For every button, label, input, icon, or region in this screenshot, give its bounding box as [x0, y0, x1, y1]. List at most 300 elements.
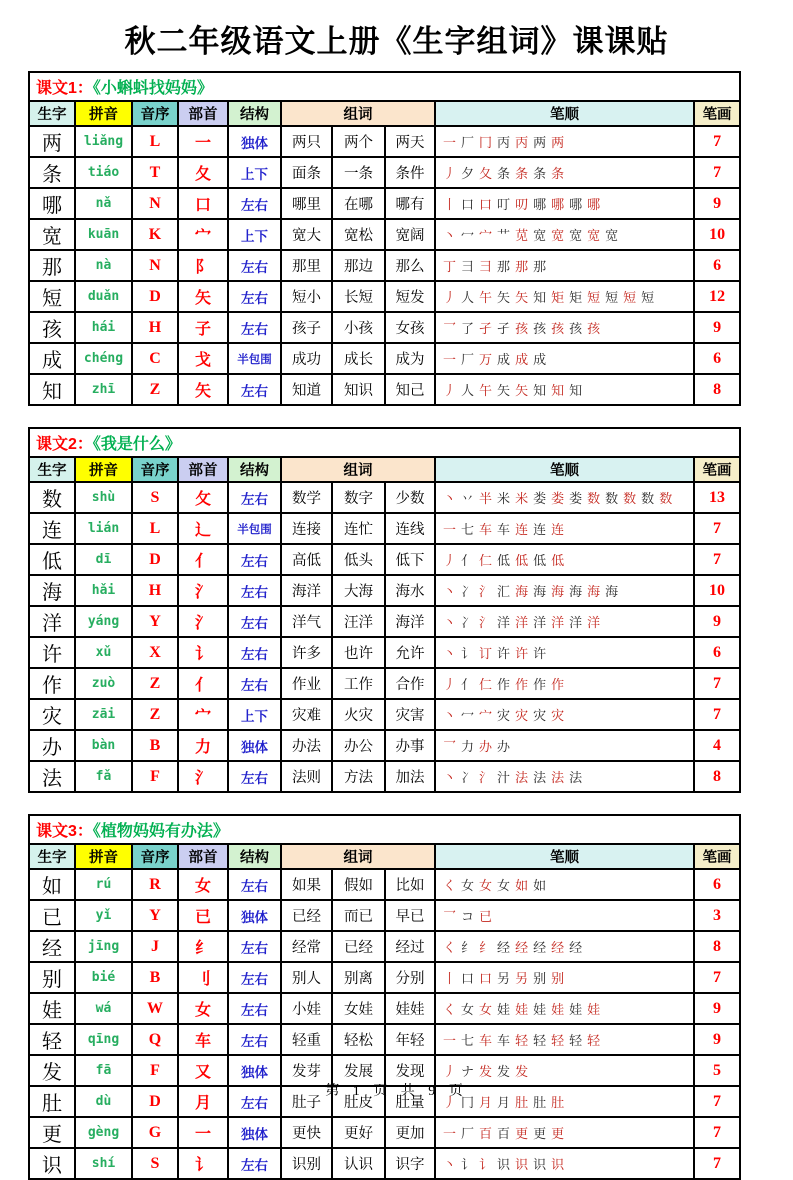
stroke-order-cell: 丶冖宀灾灾灾灾 [435, 699, 694, 730]
character-cell: 作 [29, 668, 75, 699]
stroke-order-cell: く女女娃娃娃娃娃娃 [435, 993, 694, 1024]
structure-cell: 上下 [228, 699, 281, 730]
initial-cell: C [132, 343, 178, 374]
stroke-count-cell: 9 [694, 1024, 740, 1055]
radical-cell: 月 [178, 1086, 228, 1117]
word-cell-2: 别离 [332, 962, 385, 993]
stroke-order-cell: 丿亻仁作作作作 [435, 668, 694, 699]
character-cell: 经 [29, 931, 75, 962]
word-cell-2: 成长 [332, 343, 385, 374]
stroke-count-cell: 12 [694, 281, 740, 312]
word-cell-2: 宽松 [332, 219, 385, 250]
pinyin-cell: chéng [75, 343, 132, 374]
book-title: 《植物妈妈有办法》 [92, 823, 229, 840]
word-cell-2: 工作 [332, 668, 385, 699]
character-cell: 如 [29, 869, 75, 900]
stroke-order-cell: 一厂万成成成 [435, 343, 694, 374]
stroke-order-cell: 丁彐彐那那那 [435, 250, 694, 281]
character-cell: 娃 [29, 993, 75, 1024]
radical-cell: 刂 [178, 962, 228, 993]
initial-cell: Z [132, 374, 178, 405]
character-cell: 两 [29, 126, 75, 157]
radical-cell: 矢 [178, 374, 228, 405]
word-cell-2: 两个 [332, 126, 385, 157]
stroke-count-cell: 13 [694, 482, 740, 513]
word-cell-1: 识别 [281, 1148, 332, 1179]
lesson-title [29, 72, 740, 101]
character-cell: 轻 [29, 1024, 75, 1055]
structure-cell: 左右 [228, 993, 281, 1024]
word-cell-2: 而已 [332, 900, 385, 931]
stroke-order-cell: 丿人午矢矢知知知 [435, 374, 694, 405]
initial-cell: D [132, 281, 178, 312]
word-cell-1: 数学 [281, 482, 332, 513]
stroke-order-cell: 一七车车轻轻轻轻轻 [435, 1024, 694, 1055]
pinyin-cell: rú [75, 869, 132, 900]
stroke-order-cell: 丶讠讠识识识识 [435, 1148, 694, 1179]
structure-cell: 独体 [228, 730, 281, 761]
structure-cell: 左右 [228, 668, 281, 699]
word-cell-1: 高低 [281, 544, 332, 575]
initial-cell: H [132, 575, 178, 606]
col-header-char: 生字 [29, 457, 75, 482]
radical-cell: 戈 [178, 343, 228, 374]
initial-cell: D [132, 1086, 178, 1117]
structure-cell: 左右 [228, 1148, 281, 1179]
radical-cell: 车 [178, 1024, 228, 1055]
col-header-radical: 部首 [178, 844, 228, 869]
structure-cell: 左右 [228, 544, 281, 575]
pinyin-cell: nà [75, 250, 132, 281]
word-cell-3: 早已 [385, 900, 435, 931]
word-cell-3: 加法 [385, 761, 435, 792]
radical-cell: 女 [178, 869, 228, 900]
word-cell-1: 发芽 [281, 1055, 332, 1086]
word-cell-3: 宽阔 [385, 219, 435, 250]
lesson-table-2 [28, 427, 741, 793]
word-cell-1: 孩子 [281, 312, 332, 343]
col-header-pinyin: 拼音 [75, 101, 132, 126]
pinyin-cell: lián [75, 513, 132, 544]
character-cell: 宽 [29, 219, 75, 250]
word-cell-1: 洋气 [281, 606, 332, 637]
lesson-title-row [29, 428, 740, 457]
col-header-radical: 部首 [178, 457, 228, 482]
word-cell-2: 办公 [332, 730, 385, 761]
structure-cell: 左右 [228, 482, 281, 513]
radical-cell: 氵 [178, 575, 228, 606]
structure-cell: 左右 [228, 188, 281, 219]
character-row [29, 962, 740, 993]
character-row [29, 869, 740, 900]
stroke-count-cell: 7 [694, 962, 740, 993]
pinyin-cell: nǎ [75, 188, 132, 219]
pinyin-cell: wá [75, 993, 132, 1024]
word-cell-1: 宽大 [281, 219, 332, 250]
character-row [29, 482, 740, 513]
stroke-count-cell: 9 [694, 312, 740, 343]
pinyin-cell: xǔ [75, 637, 132, 668]
initial-cell: F [132, 761, 178, 792]
structure-cell: 独体 [228, 900, 281, 931]
character-row [29, 374, 740, 405]
stroke-count-cell: 9 [694, 993, 740, 1024]
word-cell-2: 火灾 [332, 699, 385, 730]
initial-cell: N [132, 188, 178, 219]
character-cell: 法 [29, 761, 75, 792]
word-cell-1: 面条 [281, 157, 332, 188]
word-cell-1: 轻重 [281, 1024, 332, 1055]
word-cell-1: 那里 [281, 250, 332, 281]
character-row [29, 699, 740, 730]
character-row [29, 188, 740, 219]
pinyin-cell: kuān [75, 219, 132, 250]
structure-cell: 左右 [228, 962, 281, 993]
character-cell: 许 [29, 637, 75, 668]
word-cell-2: 假如 [332, 869, 385, 900]
word-cell-3: 分别 [385, 962, 435, 993]
stroke-order-cell: 乛了孑孑孩孩孩孩孩 [435, 312, 694, 343]
stroke-order-cell: く纟纟经经经经经 [435, 931, 694, 962]
character-row [29, 250, 740, 281]
radical-cell: 宀 [178, 219, 228, 250]
radical-cell: 口 [178, 188, 228, 219]
col-header-pinyin: 拼音 [75, 844, 132, 869]
character-row [29, 1148, 740, 1179]
pinyin-cell: bàn [75, 730, 132, 761]
word-cell-2: 肚皮 [332, 1086, 385, 1117]
radical-cell: 亻 [178, 668, 228, 699]
word-cell-2: 小孩 [332, 312, 385, 343]
lesson-title [29, 428, 740, 457]
character-row [29, 931, 740, 962]
stroke-order-cell: 丶冫氵汇海海海海海海 [435, 575, 694, 606]
stroke-count-cell: 7 [694, 157, 740, 188]
structure-cell: 左右 [228, 1086, 281, 1117]
initial-cell: Z [132, 699, 178, 730]
pinyin-cell: shù [75, 482, 132, 513]
stroke-count-cell: 7 [694, 668, 740, 699]
word-cell-2: 知识 [332, 374, 385, 405]
radical-cell: 辶 [178, 513, 228, 544]
character-cell: 办 [29, 730, 75, 761]
radical-cell: 亻 [178, 544, 228, 575]
structure-cell: 左右 [228, 281, 281, 312]
stroke-count-cell: 9 [694, 606, 740, 637]
structure-cell: 半包围 [228, 513, 281, 544]
radical-cell: 力 [178, 730, 228, 761]
radical-cell: 氵 [178, 606, 228, 637]
word-cell-2: 轻松 [332, 1024, 385, 1055]
word-cell-3: 成为 [385, 343, 435, 374]
initial-cell: G [132, 1117, 178, 1148]
character-row [29, 606, 740, 637]
initial-cell: Y [132, 606, 178, 637]
structure-cell: 左右 [228, 575, 281, 606]
book-title: 《小蝌蚪找妈妈》 [92, 80, 213, 97]
word-cell-3: 比如 [385, 869, 435, 900]
stroke-count-cell: 7 [694, 126, 740, 157]
pinyin-cell: qīng [75, 1024, 132, 1055]
word-cell-1: 短小 [281, 281, 332, 312]
col-header-initial: 音序 [132, 844, 178, 869]
word-cell-3: 短发 [385, 281, 435, 312]
stroke-count-cell: 5 [694, 1055, 740, 1086]
radical-cell: 矢 [178, 281, 228, 312]
character-row [29, 219, 740, 250]
character-cell: 哪 [29, 188, 75, 219]
col-header-initial: 音序 [132, 101, 178, 126]
stroke-count-cell: 6 [694, 637, 740, 668]
initial-cell: N [132, 250, 178, 281]
radical-cell: 宀 [178, 699, 228, 730]
radical-cell: 夂 [178, 157, 228, 188]
word-cell-1: 如果 [281, 869, 332, 900]
lesson-title-row [29, 815, 740, 844]
word-cell-2: 方法 [332, 761, 385, 792]
word-cell-1: 法则 [281, 761, 332, 792]
col-header-initial: 音序 [132, 457, 178, 482]
pinyin-cell: gèng [75, 1117, 132, 1148]
stroke-count-cell: 9 [694, 188, 740, 219]
col-header-strokes: 笔顺 [435, 844, 694, 869]
structure-cell: 左右 [228, 250, 281, 281]
structure-cell: 上下 [228, 157, 281, 188]
character-cell: 更 [29, 1117, 75, 1148]
stroke-order-cell: く女女女如如 [435, 869, 694, 900]
character-cell: 成 [29, 343, 75, 374]
word-cell-3: 肚量 [385, 1086, 435, 1117]
pinyin-cell: duǎn [75, 281, 132, 312]
character-cell: 洋 [29, 606, 75, 637]
col-header-radical: 部首 [178, 101, 228, 126]
stroke-count-cell: 8 [694, 374, 740, 405]
word-cell-2: 连忙 [332, 513, 385, 544]
lesson-label: 课文3： [36, 823, 93, 840]
col-header-words: 组词 [281, 844, 435, 869]
initial-cell: X [132, 637, 178, 668]
stroke-count-cell: 7 [694, 513, 740, 544]
col-header-char: 生字 [29, 844, 75, 869]
word-cell-3: 那么 [385, 250, 435, 281]
column-header-row [29, 844, 740, 869]
radical-cell: 氵 [178, 761, 228, 792]
pinyin-cell: yǐ [75, 900, 132, 931]
initial-cell: B [132, 962, 178, 993]
character-row [29, 900, 740, 931]
radical-cell: 女 [178, 993, 228, 1024]
pinyin-cell: jīng [75, 931, 132, 962]
character-row [29, 157, 740, 188]
word-cell-3: 娃娃 [385, 993, 435, 1024]
stroke-count-cell: 7 [694, 1148, 740, 1179]
stroke-count-cell: 7 [694, 544, 740, 575]
word-cell-1: 连接 [281, 513, 332, 544]
character-row [29, 343, 740, 374]
column-header-row [29, 101, 740, 126]
structure-cell: 左右 [228, 312, 281, 343]
stroke-order-cell: 丶讠订许许许 [435, 637, 694, 668]
character-row [29, 993, 740, 1024]
stroke-order-cell: 丨口口叮叨哪哪哪哪 [435, 188, 694, 219]
structure-cell: 左右 [228, 1024, 281, 1055]
stroke-count-cell: 10 [694, 575, 740, 606]
word-cell-3: 海水 [385, 575, 435, 606]
lesson-label: 课文2： [36, 436, 93, 453]
stroke-count-cell: 8 [694, 761, 740, 792]
character-cell: 知 [29, 374, 75, 405]
structure-cell: 上下 [228, 219, 281, 250]
character-cell: 数 [29, 482, 75, 513]
character-cell: 短 [29, 281, 75, 312]
page-number: 第 1 页 共 9 页 [325, 1084, 468, 1099]
word-cell-3: 更加 [385, 1117, 435, 1148]
word-cell-1: 已经 [281, 900, 332, 931]
word-cell-1: 成功 [281, 343, 332, 374]
radical-cell: 子 [178, 312, 228, 343]
structure-cell: 左右 [228, 931, 281, 962]
col-header-strokes: 笔顺 [435, 101, 694, 126]
character-row [29, 544, 740, 575]
word-cell-3: 经过 [385, 931, 435, 962]
word-cell-1: 经常 [281, 931, 332, 962]
pinyin-cell: bié [75, 962, 132, 993]
initial-cell: B [132, 730, 178, 761]
radical-cell: 一 [178, 1117, 228, 1148]
stroke-count-cell: 6 [694, 869, 740, 900]
radical-cell: 纟 [178, 931, 228, 962]
lesson-title [29, 815, 740, 844]
character-row [29, 637, 740, 668]
stroke-order-cell: 丿冂月月肚肚肚 [435, 1086, 694, 1117]
word-cell-3: 少数 [385, 482, 435, 513]
word-cell-1: 更快 [281, 1117, 332, 1148]
col-header-structure: 结构 [228, 457, 281, 482]
initial-cell: Q [132, 1024, 178, 1055]
stroke-order-cell: 丶冫氵洋洋洋洋洋洋 [435, 606, 694, 637]
pinyin-cell: zuò [75, 668, 132, 699]
character-row [29, 575, 740, 606]
lesson-title-row [29, 72, 740, 101]
stroke-order-cell: 丿ナ发发发 [435, 1055, 694, 1086]
word-cell-1: 哪里 [281, 188, 332, 219]
stroke-count-cell: 7 [694, 1086, 740, 1117]
initial-cell: S [132, 482, 178, 513]
word-cell-1: 肚子 [281, 1086, 332, 1117]
pinyin-cell: liǎng [75, 126, 132, 157]
stroke-order-cell: 丶冖宀艹苋宽宽宽宽宽 [435, 219, 694, 250]
word-cell-3: 哪有 [385, 188, 435, 219]
word-cell-2: 一条 [332, 157, 385, 188]
page-title: 秋二年级语文上册《生字组词》课课贴 [124, 24, 669, 59]
stroke-order-cell: 一厂百百更更更 [435, 1117, 694, 1148]
pinyin-cell: shí [75, 1148, 132, 1179]
col-header-count: 笔画 [694, 844, 740, 869]
stroke-count-cell: 3 [694, 900, 740, 931]
initial-cell: Z [132, 668, 178, 699]
pinyin-cell: zhī [75, 374, 132, 405]
word-cell-3: 条件 [385, 157, 435, 188]
word-cell-2: 在哪 [332, 188, 385, 219]
word-cell-2: 长短 [332, 281, 385, 312]
word-cell-2: 更好 [332, 1117, 385, 1148]
stroke-count-cell: 7 [694, 699, 740, 730]
stroke-order-cell: 丶丷半米米娄娄娄数数数数数 [435, 482, 694, 513]
pinyin-cell: dù [75, 1086, 132, 1117]
word-cell-3: 允许 [385, 637, 435, 668]
word-cell-2: 也许 [332, 637, 385, 668]
character-cell: 识 [29, 1148, 75, 1179]
word-cell-3: 两天 [385, 126, 435, 157]
word-cell-2: 女娃 [332, 993, 385, 1024]
col-header-words: 组词 [281, 101, 435, 126]
stroke-order-cell: 乛コ已 [435, 900, 694, 931]
col-header-structure: 结构 [228, 101, 281, 126]
stroke-order-cell: 一七车车连连连 [435, 513, 694, 544]
character-row [29, 281, 740, 312]
col-header-words: 组词 [281, 457, 435, 482]
word-cell-2: 认识 [332, 1148, 385, 1179]
stroke-order-cell: 丿亻仁低低低低 [435, 544, 694, 575]
radical-cell: 又 [178, 1055, 228, 1086]
structure-cell: 半包围 [228, 343, 281, 374]
pinyin-cell: hǎi [75, 575, 132, 606]
book-title: 《我是什么》 [92, 436, 181, 453]
word-cell-3: 办事 [385, 730, 435, 761]
word-cell-3: 合作 [385, 668, 435, 699]
character-row [29, 312, 740, 343]
word-cell-3: 低下 [385, 544, 435, 575]
word-cell-2: 低头 [332, 544, 385, 575]
col-header-count: 笔画 [694, 457, 740, 482]
word-cell-2: 大海 [332, 575, 385, 606]
pinyin-cell: tiáo [75, 157, 132, 188]
word-cell-2: 那边 [332, 250, 385, 281]
character-row [29, 1024, 740, 1055]
stroke-order-cell: 丶冫氵汁法法法法 [435, 761, 694, 792]
initial-cell: L [132, 126, 178, 157]
word-cell-1: 作业 [281, 668, 332, 699]
word-cell-3: 发现 [385, 1055, 435, 1086]
structure-cell: 左右 [228, 374, 281, 405]
initial-cell: R [132, 869, 178, 900]
word-cell-2: 数字 [332, 482, 385, 513]
word-cell-1: 两只 [281, 126, 332, 157]
col-header-structure: 结构 [228, 844, 281, 869]
character-row [29, 126, 740, 157]
structure-cell: 独体 [228, 126, 281, 157]
character-cell: 海 [29, 575, 75, 606]
initial-cell: H [132, 312, 178, 343]
character-cell: 连 [29, 513, 75, 544]
radical-cell: 阝 [178, 250, 228, 281]
word-cell-3: 灾害 [385, 699, 435, 730]
lesson-table-3 [28, 814, 741, 1180]
stroke-order-cell: 一厂冂丙丙两两 [435, 126, 694, 157]
radical-cell: 一 [178, 126, 228, 157]
character-row [29, 668, 740, 699]
word-cell-3: 海洋 [385, 606, 435, 637]
pinyin-cell: fā [75, 1055, 132, 1086]
initial-cell: F [132, 1055, 178, 1086]
word-cell-3: 识字 [385, 1148, 435, 1179]
initial-cell: W [132, 993, 178, 1024]
character-cell: 已 [29, 900, 75, 931]
stroke-order-cell: 丨口口另另别别 [435, 962, 694, 993]
radical-cell: 已 [178, 900, 228, 931]
word-cell-1: 办法 [281, 730, 332, 761]
word-cell-2: 汪洋 [332, 606, 385, 637]
